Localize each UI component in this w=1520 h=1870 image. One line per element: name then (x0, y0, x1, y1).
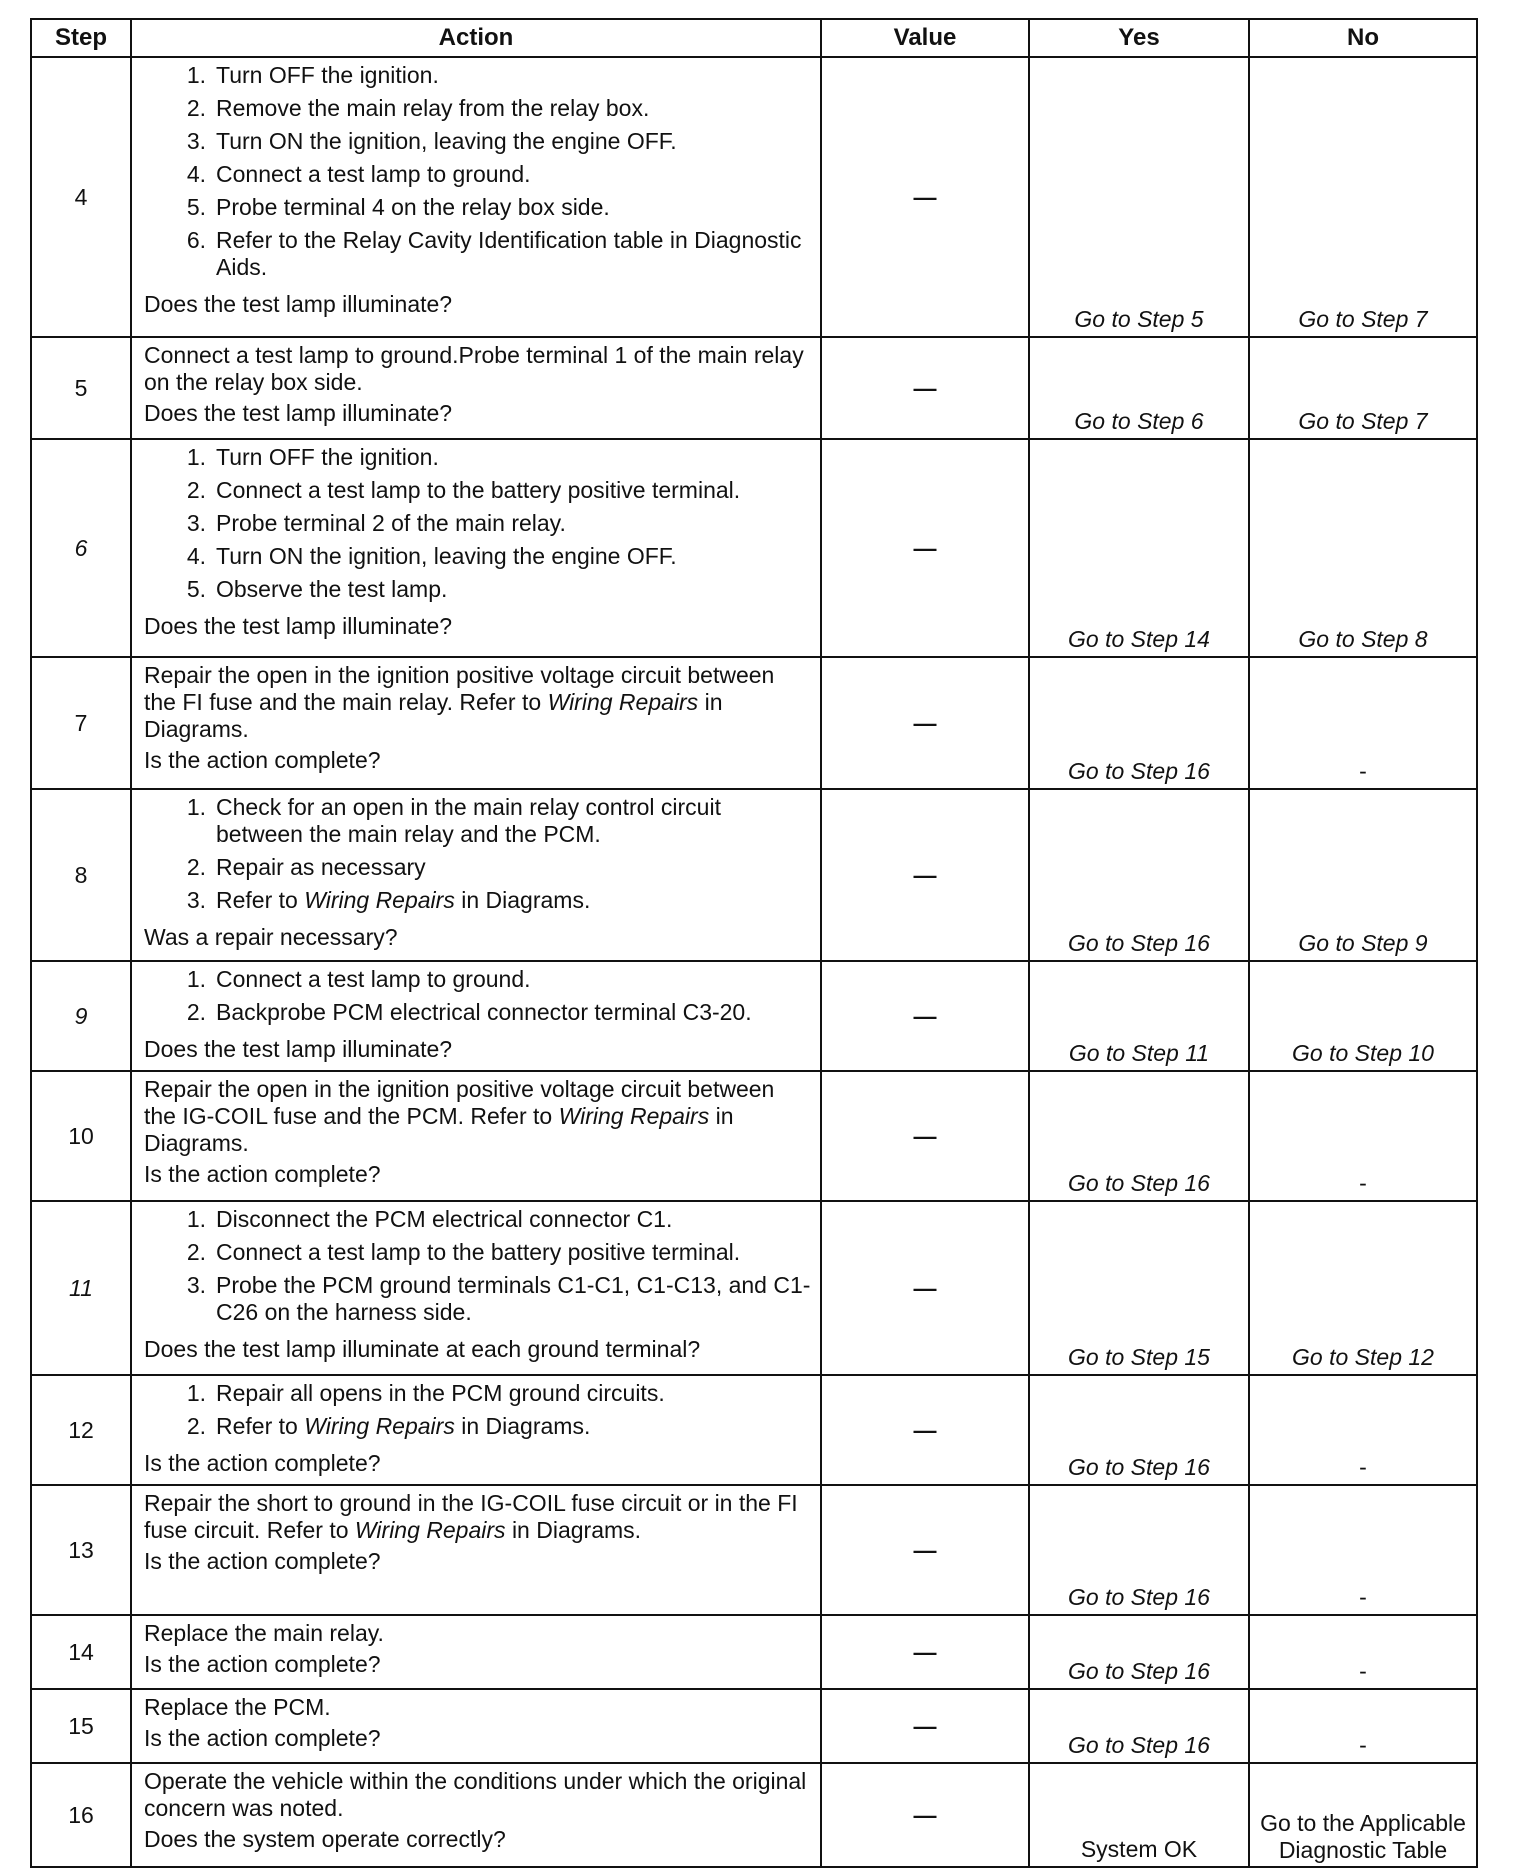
list-item: 6. Refer to the Relay Cavity Identification table in Diagnostic Aids. (186, 227, 802, 280)
action-list (144, 966, 812, 1032)
yes-cell: Go to Step 11 (1029, 961, 1249, 1071)
yes-cell: Go to Step 16 (1029, 1689, 1249, 1763)
table-row (31, 439, 1477, 657)
action-cell (131, 337, 821, 439)
table-row (31, 57, 1477, 337)
value-cell: — (821, 1201, 1029, 1375)
action-question: Does the test lamp illuminate at each ground terminal? (144, 1336, 701, 1362)
yes-cell: Go to Step 16 (1029, 1615, 1249, 1689)
list-item: 4. Turn ON the ignition, leaving the engine OFF. (186, 543, 677, 569)
action-question: Does the test lamp illuminate? (144, 400, 453, 426)
value-cell: — (821, 1071, 1029, 1201)
no-cell: Go to Step 7 (1249, 337, 1477, 439)
value-cell: — (821, 657, 1029, 789)
step-number: 8 (31, 789, 131, 961)
yes-cell: Go to Step 16 (1029, 1071, 1249, 1201)
list-item: 2. Backprobe PCM electrical connector terminal C3-20. (186, 999, 752, 1025)
yes-cell: Go to Step 14 (1029, 439, 1249, 657)
step-number: 12 (31, 1375, 131, 1485)
list-item: 4. Connect a test lamp to ground. (186, 161, 531, 187)
step-number: 6 (31, 439, 131, 657)
list-item: 2. Refer to Wiring Repairs in Diagrams. (186, 1413, 591, 1439)
yes-cell: Go to Step 16 (1029, 657, 1249, 789)
list-item: 1. Turn OFF the ignition. (186, 62, 439, 88)
action-list (144, 1380, 812, 1446)
no-cell: Go to Step 8 (1249, 439, 1477, 657)
action-question: Is the action complete? (144, 1651, 381, 1677)
table-row (31, 1485, 1477, 1615)
yes-cell: Go to Step 15 (1029, 1201, 1249, 1375)
yes-cell: Go to Step 16 (1029, 1485, 1249, 1615)
no-cell: Go to Step 7 (1249, 57, 1477, 337)
action-list (144, 794, 812, 920)
value-cell: — (821, 337, 1029, 439)
step-number: 14 (31, 1615, 131, 1689)
no-cell: Go to the Applicable Diagnostic Table (1249, 1763, 1477, 1867)
header-step: Step (31, 19, 131, 57)
list-item: 2. Repair as necessary (186, 854, 426, 880)
action-list (144, 1206, 812, 1332)
step-number: 7 (31, 657, 131, 789)
yes-cell: Go to Step 6 (1029, 337, 1249, 439)
header-no: No (1249, 19, 1477, 57)
action-cell (131, 1485, 821, 1615)
step-number: 11 (31, 1201, 131, 1375)
action-list (144, 62, 812, 287)
step-number: 15 (31, 1689, 131, 1763)
action-question: Is the action complete? (144, 1161, 381, 1187)
list-item: 1. Repair all opens in the PCM ground circuits. (186, 1380, 665, 1406)
no-cell: Go to Step 10 (1249, 961, 1477, 1071)
table-row (31, 789, 1477, 961)
list-item: 3. Turn ON the ignition, leaving the engine OFF. (186, 128, 677, 154)
action-question: Does the system operate correctly? (144, 1826, 506, 1852)
action-text: Replace the main relay. (144, 1620, 384, 1646)
value-cell: — (821, 439, 1029, 657)
list-item: 1. Connect a test lamp to ground. (186, 966, 531, 992)
step-number: 16 (31, 1763, 131, 1867)
action-cell (131, 961, 821, 1071)
no-cell: Go to Step 9 (1249, 789, 1477, 961)
no-cell: - (1249, 1689, 1477, 1763)
list-item: 2. Connect a test lamp to the battery positive terminal. (186, 477, 741, 503)
value-cell: — (821, 57, 1029, 337)
list-item: 3. Probe terminal 2 of the main relay. (186, 510, 566, 536)
value-cell: — (821, 1615, 1029, 1689)
action-text: Operate the vehicle within the conditions under which the original concern was noted. (144, 1768, 807, 1821)
no-cell: - (1249, 1071, 1477, 1201)
header-action: Action (131, 19, 821, 57)
no-cell: - (1249, 1485, 1477, 1615)
yes-cell: Go to Step 5 (1029, 57, 1249, 337)
step-number: 5 (31, 337, 131, 439)
action-cell (131, 57, 821, 337)
yes-cell: Go to Step 16 (1029, 1375, 1249, 1485)
step-number: 13 (31, 1485, 131, 1615)
value-cell: — (821, 789, 1029, 961)
action-question: Does the test lamp illuminate? (144, 291, 453, 317)
no-cell: Go to Step 12 (1249, 1201, 1477, 1375)
value-cell: — (821, 1375, 1029, 1485)
action-question: Does the test lamp illuminate? (144, 613, 453, 639)
value-cell: — (821, 1689, 1029, 1763)
action-cell (131, 1615, 821, 1689)
list-item: 3. Probe the PCM ground terminals C1-C1, C1-C13, and C1-C26 on the harness side. (186, 1272, 811, 1325)
action-text: Repair the short to ground in the IG-COIL fuse circuit or in the FI fuse circuit. Refer to Wiring Repairs in Diagrams. (144, 1490, 798, 1543)
table-row (31, 1615, 1477, 1689)
table-row (31, 1689, 1477, 1763)
table-row (31, 657, 1477, 789)
action-cell (131, 1201, 821, 1375)
action-question: Is the action complete? (144, 747, 381, 773)
list-item: 5. Probe terminal 4 on the relay box side. (186, 194, 610, 220)
value-cell: — (821, 1485, 1029, 1615)
action-cell (131, 1375, 821, 1485)
action-text: Connect a test lamp to ground.Probe terminal 1 of the main relay on the relay box side. (144, 342, 804, 395)
table-row (31, 1375, 1477, 1485)
list-item: 3. Refer to Wiring Repairs in Diagrams. (186, 887, 591, 913)
yes-cell: System OK (1029, 1763, 1249, 1867)
action-cell (131, 1071, 821, 1201)
no-cell: - (1249, 657, 1477, 789)
action-text: Replace the PCM. (144, 1694, 331, 1720)
action-text: Repair the open in the ignition positive voltage circuit between the FI fuse and the main relay. Refer to Wiring Repairs in Diagrams. (144, 662, 775, 742)
header-row (31, 19, 1477, 57)
action-cell (131, 1763, 821, 1867)
table-row (31, 961, 1477, 1071)
action-cell (131, 657, 821, 789)
value-cell: — (821, 1763, 1029, 1867)
list-item: 1. Disconnect the PCM electrical connector C1. (186, 1206, 673, 1232)
header-yes: Yes (1029, 19, 1249, 57)
list-item: 2. Remove the main relay from the relay box. (186, 95, 650, 121)
action-cell (131, 789, 821, 961)
table-row (31, 1201, 1477, 1375)
no-cell: - (1249, 1615, 1477, 1689)
action-question: Is the action complete? (144, 1548, 381, 1574)
diagnostic-table (30, 18, 1478, 1868)
table-row (31, 1763, 1477, 1867)
action-question: Is the action complete? (144, 1450, 381, 1476)
step-number: 9 (31, 961, 131, 1071)
table-row (31, 1071, 1477, 1201)
table-row (31, 337, 1477, 439)
action-list (144, 444, 812, 609)
action-question: Does the test lamp illuminate? (144, 1036, 453, 1062)
list-item: 2. Connect a test lamp to the battery positive terminal. (186, 1239, 741, 1265)
yes-cell: Go to Step 16 (1029, 789, 1249, 961)
list-item: 1. Check for an open in the main relay control circuit between the main relay and the PCM. (186, 794, 721, 847)
action-question: Is the action complete? (144, 1725, 381, 1751)
action-cell (131, 1689, 821, 1763)
list-item: 1. Turn OFF the ignition. (186, 444, 439, 470)
step-number: 4 (31, 57, 131, 337)
no-cell: - (1249, 1375, 1477, 1485)
list-item: 5. Observe the test lamp. (186, 576, 448, 602)
action-question: Was a repair necessary? (144, 924, 398, 950)
action-text: Repair the open in the ignition positive voltage circuit between the IG-COIL fuse and the PCM. Refer to Wiring Repairs in Diagrams. (144, 1076, 775, 1156)
header-value: Value (821, 19, 1029, 57)
step-number: 10 (31, 1071, 131, 1201)
action-cell (131, 439, 821, 657)
value-cell: — (821, 961, 1029, 1071)
